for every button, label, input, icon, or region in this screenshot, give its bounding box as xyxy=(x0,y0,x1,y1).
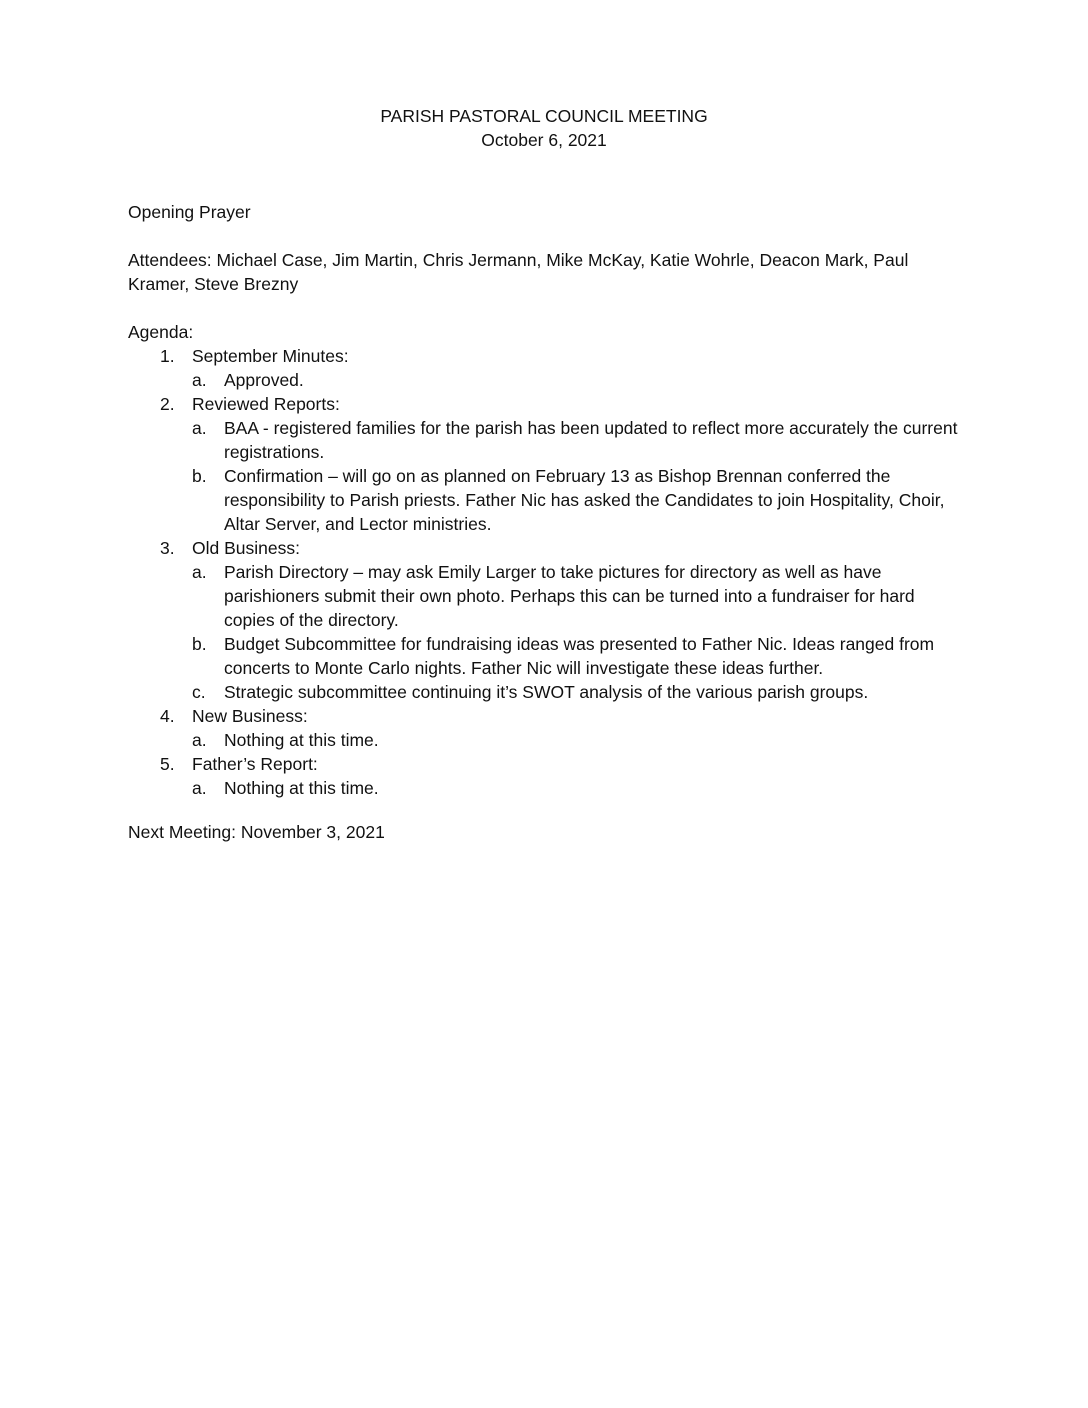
item-number: 3. xyxy=(160,538,175,558)
item-number: 4. xyxy=(160,706,175,726)
meeting-date: October 6, 2021 xyxy=(481,130,607,150)
agenda-subitem xyxy=(160,464,960,536)
agenda-item xyxy=(160,752,960,776)
item-number: 1. xyxy=(160,346,175,366)
item-label: New Business: xyxy=(192,706,308,726)
next-meeting: Next Meeting: November 3, 2021 xyxy=(128,822,385,842)
agenda-subitem xyxy=(160,680,960,704)
agenda-subitem xyxy=(160,416,960,464)
subitem-text: Nothing at this time. xyxy=(224,778,379,798)
subitem-text: Parish Directory – may ask Emily Larger to take pictures for directory as well as have parishioners submit their own photo. Perhaps this can be turned into a fundraiser for hard copies of the directory. xyxy=(224,562,915,630)
subitem-letter: b. xyxy=(192,466,207,486)
subitem-letter: a. xyxy=(192,418,207,438)
attendees-list: Attendees: Michael Case, Jim Martin, Chris Jermann, Mike McKay, Katie Wohrle, Deacon Mark, Paul Kramer, Steve Brezny xyxy=(128,250,909,294)
subitem-text: BAA - registered families for the parish has been updated to reflect more accurately the current registrations. xyxy=(224,418,958,462)
agenda-subitem xyxy=(160,560,960,632)
agenda-subitem xyxy=(160,368,960,392)
subitem-letter: a. xyxy=(192,778,207,798)
agenda-item xyxy=(160,536,960,560)
subitem-letter: c. xyxy=(192,682,206,702)
agenda-subitem xyxy=(160,776,960,800)
subitem-text: Budget Subcommittee for fundraising ideas was presented to Father Nic. Ideas ranged from concerts to Monte Carlo nights. Father Nic will investigate these ideas further. xyxy=(224,634,935,678)
item-number: 5. xyxy=(160,754,175,774)
agenda-item xyxy=(160,392,960,416)
agenda-item xyxy=(160,704,960,728)
subitem-text: Strategic subcommittee continuing it’s SWOT analysis of the various parish groups. xyxy=(224,682,869,702)
item-label: Old Business: xyxy=(192,538,300,558)
document-title: PARISH PASTORAL COUNCIL MEETING xyxy=(380,106,708,126)
document-header xyxy=(0,104,1088,152)
agenda-subitem xyxy=(160,728,960,752)
agenda-item xyxy=(160,344,960,368)
agenda-subitem xyxy=(160,632,960,680)
subitem-text: Confirmation – will go on as planned on February 13 as Bishop Brennan conferred the responsibility to Parish priests. Father Nic has asked the Candidates to join Hospitality, Choir, Altar Server, and Lector ministries. xyxy=(224,466,945,534)
subitem-letter: a. xyxy=(192,730,207,750)
subitem-text: Approved. xyxy=(224,370,304,390)
subitem-letter: a. xyxy=(192,370,207,390)
agenda-label: Agenda: xyxy=(128,322,194,342)
item-number: 2. xyxy=(160,394,175,414)
item-label: September Minutes: xyxy=(192,346,349,366)
subitem-letter: a. xyxy=(192,562,207,582)
subitem-letter: b. xyxy=(192,634,207,654)
opening-prayer: Opening Prayer xyxy=(128,202,251,222)
item-label: Father’s Report: xyxy=(192,754,318,774)
item-label: Reviewed Reports: xyxy=(192,394,340,414)
subitem-text: Nothing at this time. xyxy=(224,730,379,750)
agenda-list xyxy=(160,344,960,800)
